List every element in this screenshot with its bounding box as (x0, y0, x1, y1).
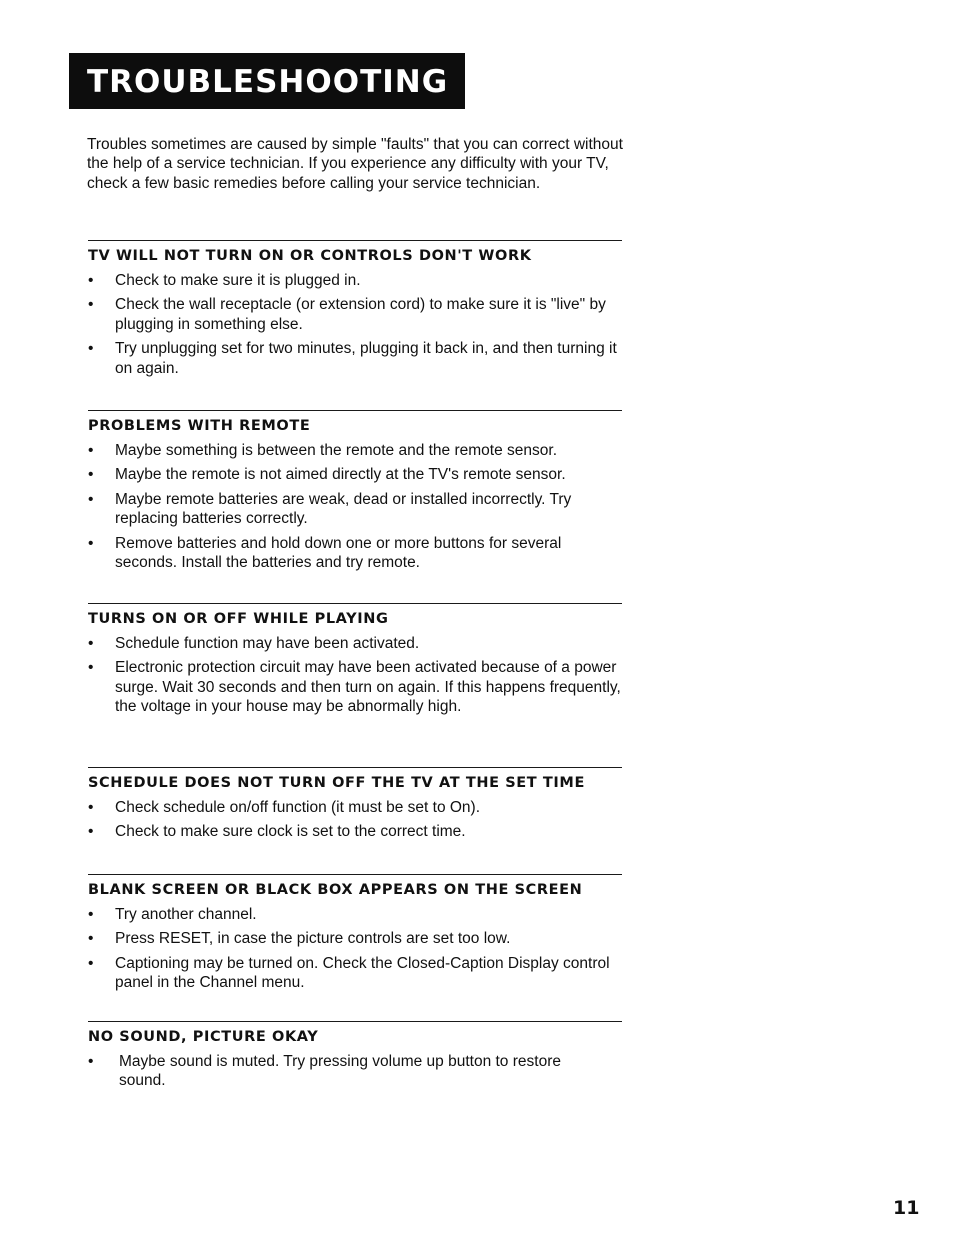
bullet-icon: • (88, 955, 94, 973)
bullet-icon: • (88, 659, 94, 677)
bullet-list (88, 441, 622, 573)
bullet-text: Try unplugging set for two minutes, plugging it back in, and then turning it on again. (115, 340, 617, 377)
section-divider (88, 240, 622, 241)
bullet-text: Check schedule on/off function (it must be set to On). (115, 798, 481, 816)
section-problems-with-remote (88, 410, 622, 573)
bullet-item (88, 1052, 589, 1091)
bullet-item (88, 905, 622, 924)
section-heading: NO SOUND, PICTURE OKAY (88, 1029, 319, 1045)
bullet-text: Check to make sure clock is set to the correct time. (115, 823, 466, 841)
bullet-icon: • (88, 296, 94, 314)
bullet-icon: • (88, 798, 94, 816)
bullet-icon: • (88, 491, 94, 509)
section-divider (88, 767, 622, 768)
section-heading: SCHEDULE DOES NOT TURN OFF THE TV AT THE SET TIME (88, 775, 585, 791)
bullet-text: Remove batteries and hold down one or more buttons for several seconds. Install the batteries and try remote. (115, 535, 562, 572)
bullet-list (88, 905, 622, 993)
section-divider (88, 874, 622, 875)
bullet-list (88, 1052, 622, 1091)
bullet-text: Maybe sound is muted. Try pressing volume up button to restore sound. (119, 1052, 561, 1089)
bullet-text: Electronic protection circuit may have been activated because of a power surge. Wait 30 seconds and then turn on again. If this happens frequently, the voltage in your house may be abnormally high. (115, 659, 621, 715)
bullet-item (88, 634, 622, 653)
bullet-item (88, 339, 622, 378)
bullet-icon: • (88, 271, 94, 289)
bullet-icon: • (88, 905, 94, 923)
section-schedule-does-not-turn-off (88, 767, 622, 842)
bullet-text: Check the wall receptacle (or extension cord) to make sure it is "live" by plugging in something else. (115, 296, 606, 333)
bullet-text: Maybe remote batteries are weak, dead or installed incorrectly. Try replacing batteries correctly. (115, 491, 572, 528)
bullet-icon: • (88, 823, 94, 841)
bullet-item (88, 441, 622, 460)
bullet-icon: • (88, 1052, 94, 1070)
bullet-text: Maybe something is between the remote and the remote sensor. (115, 441, 557, 459)
bullet-icon: • (88, 535, 94, 553)
bullet-item (88, 954, 622, 993)
section-heading: PROBLEMS WITH REMOTE (88, 418, 311, 434)
section-divider (88, 410, 622, 411)
section-turns-on-or-off (88, 603, 622, 716)
page-number: 11 (893, 1197, 920, 1219)
bullet-text: Maybe the remote is not aimed directly at the TV's remote sensor. (115, 466, 566, 484)
bullet-item (88, 295, 622, 334)
section-heading: TURNS ON OR OFF WHILE PLAYING (88, 611, 389, 627)
bullet-text: Press RESET, in case the picture controls are set too low. (115, 930, 511, 948)
bullet-list (88, 798, 622, 842)
bullet-icon: • (88, 634, 94, 652)
bullet-item (88, 271, 622, 290)
bullet-list (88, 271, 622, 378)
bullet-icon: • (88, 441, 94, 459)
bullet-icon: • (88, 466, 94, 484)
bullet-item (88, 658, 622, 716)
bullet-item (88, 798, 622, 817)
bullet-text: Try another channel. (115, 905, 257, 923)
bullet-item (88, 822, 622, 841)
section-divider (88, 603, 622, 604)
section-heading: TV WILL NOT TURN ON OR CONTROLS DON'T WORK (88, 248, 532, 264)
section-no-sound (88, 1021, 622, 1090)
section-blank-screen (88, 874, 622, 993)
section-divider (88, 1021, 622, 1022)
bullet-item (88, 490, 622, 529)
intro-paragraph: Troubles sometimes are caused by simple "faults" that you can correct without the help of a service technician. If you experience any difficulty with your TV, check a few basic remedies before calling your service technician. (87, 136, 623, 192)
title-banner (69, 53, 465, 109)
bullet-icon: • (88, 340, 94, 358)
bullet-text: Schedule function may have been activated. (115, 634, 420, 652)
page-title: TROUBLESHOOTING (87, 63, 449, 100)
bullet-item (88, 465, 622, 484)
section-heading: BLANK SCREEN OR BLACK BOX APPEARS ON THE SCREEN (88, 882, 583, 898)
bullet-item (88, 534, 622, 573)
bullet-list (88, 634, 622, 717)
bullet-item (88, 929, 622, 948)
bullet-icon: • (88, 930, 94, 948)
bullet-text: Captioning may be turned on. Check the Closed-Caption Display control panel in the Channel menu. (115, 955, 610, 992)
section-tv-will-not-turn-on (88, 240, 622, 378)
bullet-text: Check to make sure it is plugged in. (115, 271, 361, 289)
